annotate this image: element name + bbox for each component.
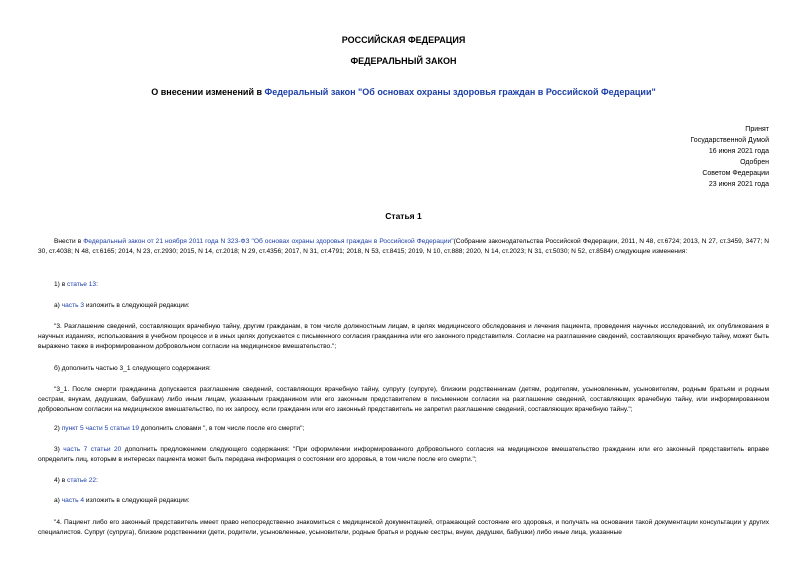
item-4a — [38, 496, 769, 506]
item-4-pre: 4) в — [54, 477, 68, 484]
item-2-post: дополнить словами ", в том числе после его смерти"; — [139, 425, 305, 432]
signoff-block — [690, 124, 769, 190]
law-type-heading: ФЕДЕРАЛЬНЫЙ ЗАКОН — [350, 56, 457, 66]
item-4-post: : — [96, 477, 98, 484]
item-1-pre: 1) в — [54, 281, 68, 288]
approved-date: 23 июня 2021 года — [708, 181, 769, 188]
item-4a-post: изложить в следующей редакции: — [84, 497, 190, 504]
item-1 — [38, 280, 769, 290]
article-22-link[interactable]: статье 22 — [67, 477, 97, 484]
item-2-pre: 2) — [54, 425, 62, 432]
law-title-prefix: О внесении изменений в — [151, 87, 265, 97]
quote-part-3: "3. Разглашение сведений, составляющих врачебную тайну, другим гражданам, в том числе должностным лицам, в целях медицинского обследования и лечения пациента, проведения научных исследований, их опубликования в научных изданиях, использования в учебном процессе и в иных целях допускается с письменного согласия гражданина или его законного представителя. Согласие на разглашение сведений, составляющих врачебную тайну, может быть выражено также в информированном добровольном согласии на медицинское вмешательство."; — [38, 323, 769, 350]
item-1b: б) дополнить частью 3_1 следующего содержания: — [54, 365, 211, 372]
article-13-link[interactable]: статье 13 — [67, 281, 97, 288]
part-3-link[interactable]: часть 3 — [61, 302, 85, 309]
intro-post: (Собрание законодательства Российской Федерации, 2011, N 48, ст.6724; 2013, N 27, ст.3459, 3477; N 30, ст.4038; N 48, ст.6165; 2014, N 23, ст.2930; 2015, N 14, ст.2018; N 29, ст.4356; 2017, N 31, ст.4791; 2018, N 53, ст.8415; 2019, N 10, ст.888; 2020, N 14, ст.2023; N 31, ст.5030; N 52, ст.8584) следующие изменения: — [38, 238, 769, 255]
item-1a-post: изложить в следующей редакции: — [84, 302, 190, 309]
intro-pre: Внести в — [54, 238, 84, 245]
duma-label: Государственной Думой — [690, 137, 769, 144]
item-1-post: : — [96, 281, 98, 288]
item-1a-pre: а) — [54, 302, 62, 309]
article-20-link[interactable]: часть 7 статьи 20 — [63, 446, 122, 453]
article-title: Статья 1 — [385, 211, 422, 221]
federation-heading: РОССИЙСКАЯ ФЕДЕРАЦИЯ — [341, 35, 466, 45]
item-1a — [38, 301, 769, 311]
item-3 — [38, 445, 769, 465]
law-link[interactable]: Федеральный закон от 21 ноября 2011 года N 323-ФЗ "Об основах охраны здоровья граждан в Российской Федерации" — [83, 238, 454, 245]
accepted-label: Принят — [745, 126, 769, 133]
council-label: Советом Федерации — [702, 170, 769, 177]
intro-paragraph — [38, 237, 769, 257]
part-4-link[interactable]: часть 4 — [61, 497, 85, 504]
item-2 — [38, 424, 769, 434]
item-3-post: дополнить предложением следующего содержания: "При оформлении информированного добровольного согласия на медицинское вмешательство гражданин или его законный представитель вправе определить лиц, которым в интересах пациента может быть передана информация о состоянии его здоровья, в том числе после его смерти."; — [38, 446, 769, 463]
law-title — [0, 87, 807, 97]
item-4a-pre: а) — [54, 497, 62, 504]
item-4 — [38, 476, 769, 486]
item-3-pre: 3) — [54, 446, 64, 453]
quote-part-3-1: "3_1. После смерти гражданина допускается разглашение сведений, составляющих врачебную тайну, супругу (супруге), близким родственникам (детям, родителям, усыновленным, усыновителям, родным братьям и родным сестрам, внукам, дедушкам, бабушкам) либо иным лицам, указанным гражданином или его законным представителем в письменном согласии на разглашение сведений, составляющих врачебную тайну, или информированном добровольном согласии на медицинское вмешательство, по их запросу, если гражданин или его законный представитель не запретил разглашение сведений, составляющих врачебную тайну."; — [38, 386, 769, 413]
law-title-link[interactable]: Федеральный закон "Об основах охраны здоровья граждан в Российской Федерации" — [264, 87, 656, 97]
article-19-link[interactable]: пункт 5 части 5 статьи 19 — [61, 425, 140, 432]
accepted-date: 16 июня 2021 года — [708, 148, 769, 155]
approved-label: Одобрен — [740, 159, 769, 166]
quote-part-4: "4. Пациент либо его законный представитель имеет право непосредственно знакомиться с медицинской документацией, отражающей состояние его здоровья, и получать на основании такой документации консультации у других специалистов. Супруг (супруга), близкие родственники (дети, родители, усыновленные, усыновители, родные братья и родные сестры, внуки, дедушки, бабушки) либо иные лица, указанные — [38, 519, 769, 536]
